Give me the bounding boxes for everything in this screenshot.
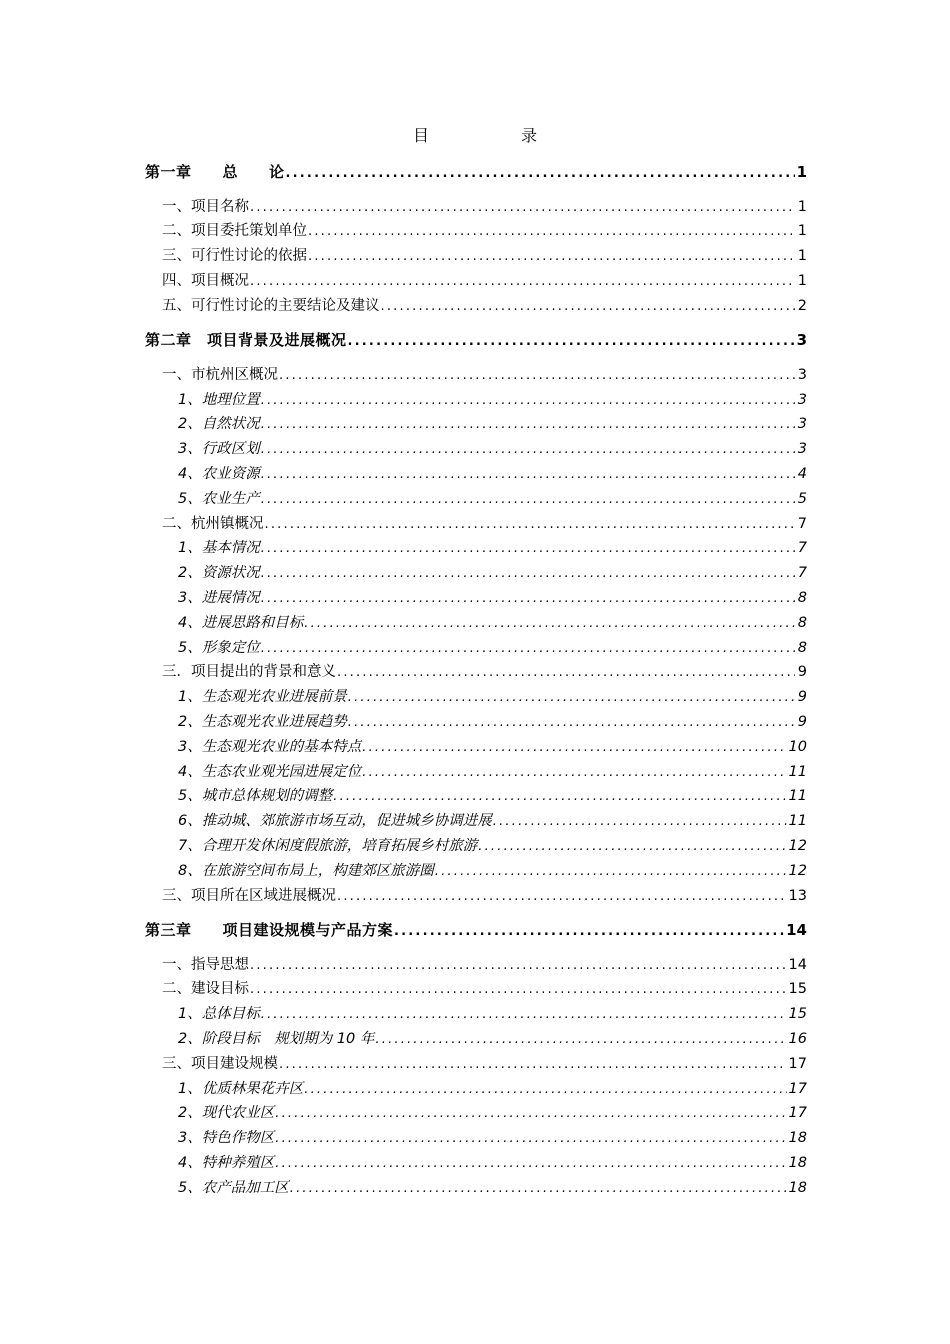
toc-entry-label: 4、农业资源 xyxy=(178,465,260,482)
toc-entry[interactable] xyxy=(178,439,807,460)
toc-entry[interactable] xyxy=(178,390,807,411)
toc-page-number: 5 xyxy=(797,490,807,507)
toc-entry-label: 4、生态农业观光园进展定位 xyxy=(178,763,362,780)
toc-leader-dots xyxy=(348,332,795,352)
toc-entry-label: 4、特种养殖区 xyxy=(178,1154,275,1171)
toc-entry-label: 三、可行性讨论的依据 xyxy=(162,248,307,265)
toc-leader-dots xyxy=(275,1104,786,1124)
toc-leader-dots xyxy=(362,763,786,783)
toc-page-number: 7 xyxy=(797,565,807,582)
toc-entry-label: 二、项目委托策划单位 xyxy=(162,223,307,240)
toc-page-number: 17 xyxy=(788,1080,807,1097)
toc-leader-dots xyxy=(261,391,795,411)
toc-leader-dots xyxy=(381,297,796,317)
toc-leader-dots xyxy=(250,956,787,976)
toc-entry-label: 三、项目所在区域进展概况 xyxy=(162,887,336,904)
toc-entry[interactable] xyxy=(178,786,807,807)
toc-entry-label: 2、生态观光农业进展趋势 xyxy=(178,713,347,730)
toc-leader-dots xyxy=(261,564,795,584)
toc-page-number: 10 xyxy=(788,738,807,755)
toc-leader-dots xyxy=(275,1129,786,1149)
toc-leader-dots xyxy=(435,862,787,882)
toc-entry[interactable] xyxy=(162,296,807,317)
toc-leader-dots xyxy=(362,738,786,758)
toc-entry[interactable] xyxy=(145,162,807,184)
toc-entry-label: 3、进展情况 xyxy=(178,589,260,606)
toc-page-number: 12 xyxy=(788,862,807,879)
toc-entry-label: 一、市杭州区概况 xyxy=(162,366,278,383)
toc-entry-label: 5、农业生产 xyxy=(178,490,260,507)
toc-page-number: 1 xyxy=(797,198,807,215)
toc-leader-dots xyxy=(333,787,786,807)
toc-entry-label: 5、形象定位 xyxy=(178,639,260,656)
toc-entry-label: 2、资源状况 xyxy=(178,565,260,582)
toc-leader-dots xyxy=(478,837,786,857)
toc-page-number: 18 xyxy=(788,1179,807,1196)
toc-leader-dots xyxy=(394,922,784,942)
toc-entry[interactable] xyxy=(178,563,807,584)
toc-page-number: 11 xyxy=(788,813,807,830)
toc-page-number: 8 xyxy=(797,639,807,656)
toc-leader-dots xyxy=(308,222,795,242)
toc-entry[interactable] xyxy=(162,886,807,907)
toc-entry[interactable] xyxy=(145,920,807,942)
toc-page-number: 14 xyxy=(788,956,807,973)
toc-entry[interactable] xyxy=(178,638,807,659)
toc-page-number: 3 xyxy=(797,441,807,458)
toc-leader-dots xyxy=(261,589,795,609)
toc-entry[interactable] xyxy=(178,613,807,634)
toc-page-number: 7 xyxy=(797,515,807,532)
toc-entry-label: 4、进展思路和目标 xyxy=(178,614,304,631)
toc-page-number: 3 xyxy=(797,391,807,408)
toc-entry[interactable] xyxy=(178,687,807,708)
toc-leader-dots xyxy=(265,515,796,535)
toc-title: 目 录 xyxy=(412,126,575,145)
toc-leader-dots xyxy=(250,980,787,1000)
toc-page-number: 16 xyxy=(788,1030,807,1047)
toc-entry-label: 第二章 项目背景及进展概况 xyxy=(145,331,347,350)
toc-entry[interactable] xyxy=(178,1153,807,1174)
toc-entry[interactable] xyxy=(145,330,807,352)
toc-entry[interactable] xyxy=(178,836,807,857)
toc-entry-label: 1、地理位置 xyxy=(178,391,260,408)
toc-entry-label: 3、行政区划 xyxy=(178,441,260,458)
toc-page-number: 9 xyxy=(797,664,807,681)
toc-entry-label: 第一章 总 论 xyxy=(145,163,285,181)
toc-entry-label: 8、在旅游空间布局上，构建郊区旅游圈 xyxy=(178,862,434,879)
toc-leader-dots xyxy=(279,366,795,386)
toc-leader-dots xyxy=(348,688,795,708)
toc-entry-label: 1、总体目标 xyxy=(178,1006,260,1023)
toc-page-number: 3 xyxy=(797,416,807,433)
toc-entry[interactable] xyxy=(162,197,807,218)
toc-leader-dots xyxy=(250,198,795,218)
toc-entry[interactable] xyxy=(162,271,807,292)
toc-leader-dots xyxy=(348,713,795,733)
toc-entry[interactable] xyxy=(178,489,807,510)
toc-entry-label: 三．项目提出的背景和意义 xyxy=(162,664,336,681)
toc-entry[interactable] xyxy=(162,246,807,267)
toc-page-number: 18 xyxy=(788,1130,807,1147)
toc-entry-label: 第三章 项目建设规模与产品方案 xyxy=(145,921,394,939)
toc-leader-dots xyxy=(337,663,795,683)
toc-entry[interactable] xyxy=(178,1178,807,1199)
toc-entry-label: 二、杭州镇概况 xyxy=(162,515,264,532)
toc-entry[interactable] xyxy=(162,1054,807,1075)
toc-entry[interactable] xyxy=(162,365,807,386)
toc-entry-label: 2、自然状况 xyxy=(178,416,260,433)
toc-leader-dots xyxy=(275,1154,786,1174)
toc-page-number: 15 xyxy=(788,981,807,998)
toc-entry[interactable] xyxy=(178,1029,807,1050)
toc-leader-dots xyxy=(250,272,795,292)
toc-entry-label: 二、建设目标 xyxy=(162,981,249,998)
toc-entry[interactable] xyxy=(162,979,807,1000)
toc-leader-dots xyxy=(375,1030,786,1050)
toc-page-number: 11 xyxy=(788,763,807,780)
toc-page-number: 17 xyxy=(788,1055,807,1072)
toc-entry[interactable] xyxy=(178,464,807,485)
toc-page-number: 9 xyxy=(797,689,807,706)
toc-leader-dots xyxy=(261,539,795,559)
toc-leader-dots xyxy=(261,415,795,435)
toc-entry-label: 5、城市总体规划的调整 xyxy=(178,788,333,805)
toc-entry[interactable] xyxy=(178,811,807,832)
toc-leader-dots xyxy=(261,639,795,659)
toc-page-number: 1 xyxy=(797,223,807,240)
toc-entry[interactable] xyxy=(178,737,807,758)
toc-leader-dots xyxy=(286,164,795,184)
toc-entry[interactable] xyxy=(178,538,807,559)
toc-entry[interactable] xyxy=(162,514,807,535)
toc-entry[interactable] xyxy=(178,712,807,733)
toc-page-number: 18 xyxy=(788,1154,807,1171)
toc-entry[interactable] xyxy=(178,588,807,609)
toc-entry-label: 1、优质林果花卉区 xyxy=(178,1080,304,1097)
toc-entry[interactable] xyxy=(162,662,807,683)
toc-entry-label: 2、现代农业区 xyxy=(178,1105,275,1122)
toc-entry-label: 四、项目概况 xyxy=(162,272,249,289)
toc-leader-dots xyxy=(337,887,787,907)
toc-entry-label: 一、项目名称 xyxy=(162,198,249,215)
toc-page-number: 15 xyxy=(788,1006,807,1023)
toc-entry-label: 3、特色作物区 xyxy=(178,1130,275,1147)
toc-leader-dots xyxy=(261,465,795,485)
toc-entry[interactable] xyxy=(162,221,807,242)
toc-entry[interactable] xyxy=(178,861,807,882)
toc-page-number: 3 xyxy=(796,331,807,350)
toc-entry-label: 三、项目建设规模 xyxy=(162,1055,278,1072)
toc-page-number: 4 xyxy=(797,465,807,482)
toc-page-number: 1 xyxy=(796,163,807,181)
toc-entry-label: 五、可行性讨论的主要结论及建议 xyxy=(162,297,380,314)
toc-leader-dots xyxy=(308,247,795,267)
toc-page-number: 1 xyxy=(797,248,807,265)
toc-entry[interactable] xyxy=(162,955,807,976)
toc-entry[interactable] xyxy=(178,1004,807,1025)
toc-page-number: 1 xyxy=(797,272,807,289)
toc-page-number: 8 xyxy=(797,589,807,606)
toc-entry-label: 5、农产品加工区 xyxy=(178,1179,289,1196)
toc-entry-label: 1、生态观光农业进展前景 xyxy=(178,689,347,706)
toc-entry-label: 3、生态观光农业的基本特点 xyxy=(178,738,362,755)
toc-page-number: 7 xyxy=(797,540,807,557)
toc-entry-label: 一、指导思想 xyxy=(162,956,249,973)
toc-page-number: 11 xyxy=(788,788,807,805)
toc-leader-dots xyxy=(261,440,795,460)
toc-page-number: 3 xyxy=(797,366,807,383)
toc-page-number: 17 xyxy=(788,1105,807,1122)
toc-entry-label: 1、基本情况 xyxy=(178,540,260,557)
toc-entry[interactable] xyxy=(178,1128,807,1149)
toc-entry[interactable] xyxy=(178,1079,807,1100)
toc-page-number: 2 xyxy=(797,297,807,314)
toc-page-number: 9 xyxy=(797,713,807,730)
toc-leader-dots xyxy=(304,614,795,634)
toc-entry[interactable] xyxy=(178,1103,807,1124)
toc-leader-dots xyxy=(261,1005,787,1025)
toc-entry-label: 2、阶段目标 规划期为 10 年 xyxy=(178,1030,375,1047)
toc-page-number: 8 xyxy=(797,614,807,631)
toc-leader-dots xyxy=(261,490,795,510)
toc-page-number: 14 xyxy=(786,921,807,939)
toc-entry[interactable] xyxy=(178,762,807,783)
toc-leader-dots xyxy=(290,1179,787,1199)
toc-entry-label: 6、推动城、郊旅游市场互动，促进城乡协调进展 xyxy=(178,813,492,830)
toc-entry-label: 7、合理开发休闲度假旅游，培育拓展乡村旅游 xyxy=(178,837,478,854)
toc-leader-dots xyxy=(493,812,787,832)
toc-leader-dots xyxy=(279,1055,787,1075)
toc-entry[interactable] xyxy=(178,414,807,435)
toc-leader-dots xyxy=(304,1080,786,1100)
toc-page-number: 13 xyxy=(788,887,807,904)
toc-page-number: 12 xyxy=(788,837,807,854)
